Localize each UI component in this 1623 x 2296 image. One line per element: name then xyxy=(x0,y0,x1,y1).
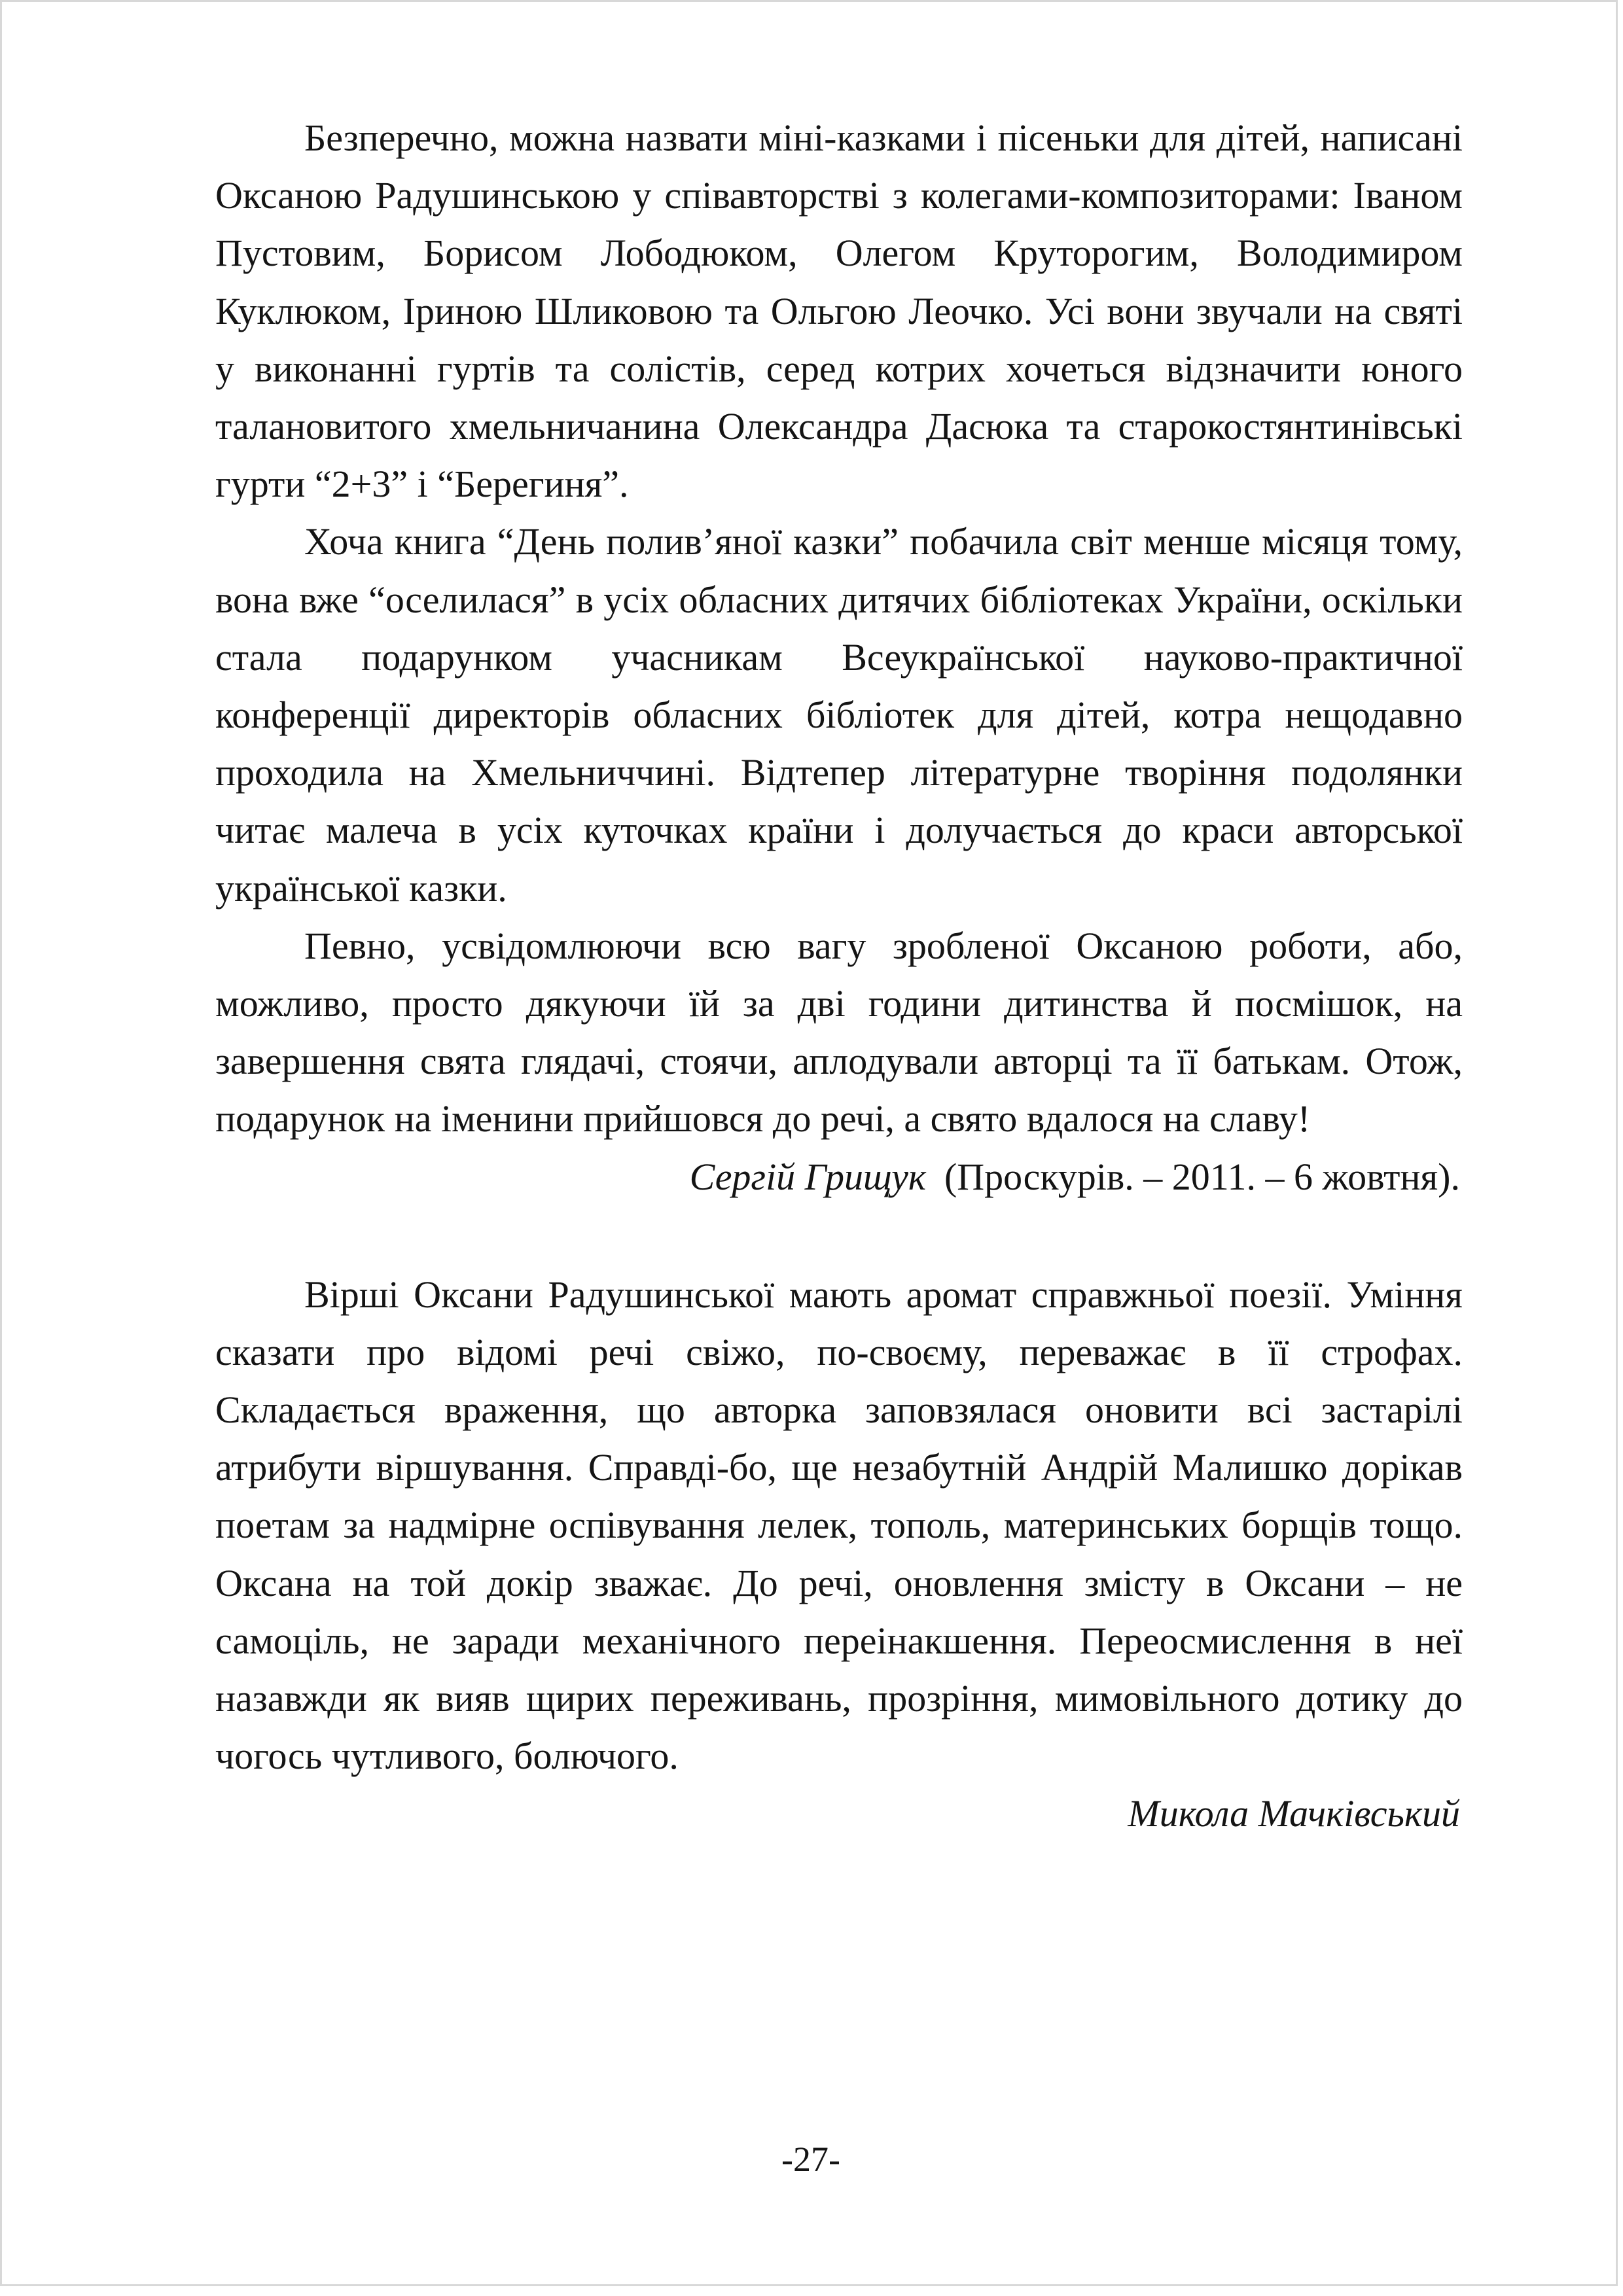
paragraph: Певно, усвідомлюючи всю вагу зробленої Оксаною роботи, або, можливо, просто дякуючи їй за дві години дитинства й посмішок, на завершення свята глядачі, стоячи, аплодували авторці та її батькам. Отож, подарунок на іменини прийшовся до речі, а свято вдалося на славу! xyxy=(215,924,1463,1140)
author-name: Сергій Грищук xyxy=(689,1155,926,1198)
page-content xyxy=(215,109,1463,1843)
section-spacer xyxy=(215,1206,1463,1266)
source-citation: (Проскурів. – 2011. – 6 жовтня). xyxy=(944,1155,1460,1198)
author-signature: Микола Мачківський xyxy=(1128,1792,1460,1835)
page-number: -27- xyxy=(781,2140,840,2179)
paragraph: Хоча книга “День полив’яної казки” побачила світ менше місяця тому, вона вже “оселилася” в усіх обласних дитячих бібліотеках України, оскільки стала подарунком учасникам Всеукраїнської науково-практичної конференції директорів обласних бібліотек для дітей, котра нещодавно проходила на Хмельниччині. Відтепер літературне творіння подолянки читає малеча в усіх куточках країни і долучається до краси авторської української казки. xyxy=(215,520,1463,910)
paragraph: Вірші Оксани Радушинської мають аромат справжньої поезії. Уміння сказати про відомі речі свіжо, по-своєму, переважає в її строфах. Складається враження, що авторка заповзялася оновити всі застарілі атрибути віршування. Справді-бо, ще незабутній Андрій Малишко дорікав поетам за надмірне оспівування лелек, тополь, материнських борщів тощо. Оксана на той докір зважає. До речі, оновлення змісту в Оксани – не самоціль, не заради механічного переінакшення. Переосмислення в неї назавжди як вияв щирих переживань, прозріння, мимовільного дотику до чогось чутливого, болючого. xyxy=(215,1273,1463,1778)
article-credit xyxy=(215,1148,1460,1206)
paragraph: Безперечно, можна назвати міні-казками і пісеньки для дітей, написані Оксаною Радушинською у співавторстві з колегами-композиторами: Іваном Пустовим, Борисом Лободюком, Олегом Круторогим, Володимиром Куклюком, Іриною Шликовою та Ольгою Леочко. Усі вони звучали на святі у виконанні гуртів та солістів, серед котрих хочеться відзначити юного талановитого хмельничанина Олександра Дасюка та старокостянтинівські гурти “2+3” і “Берегиня”. xyxy=(215,116,1463,506)
